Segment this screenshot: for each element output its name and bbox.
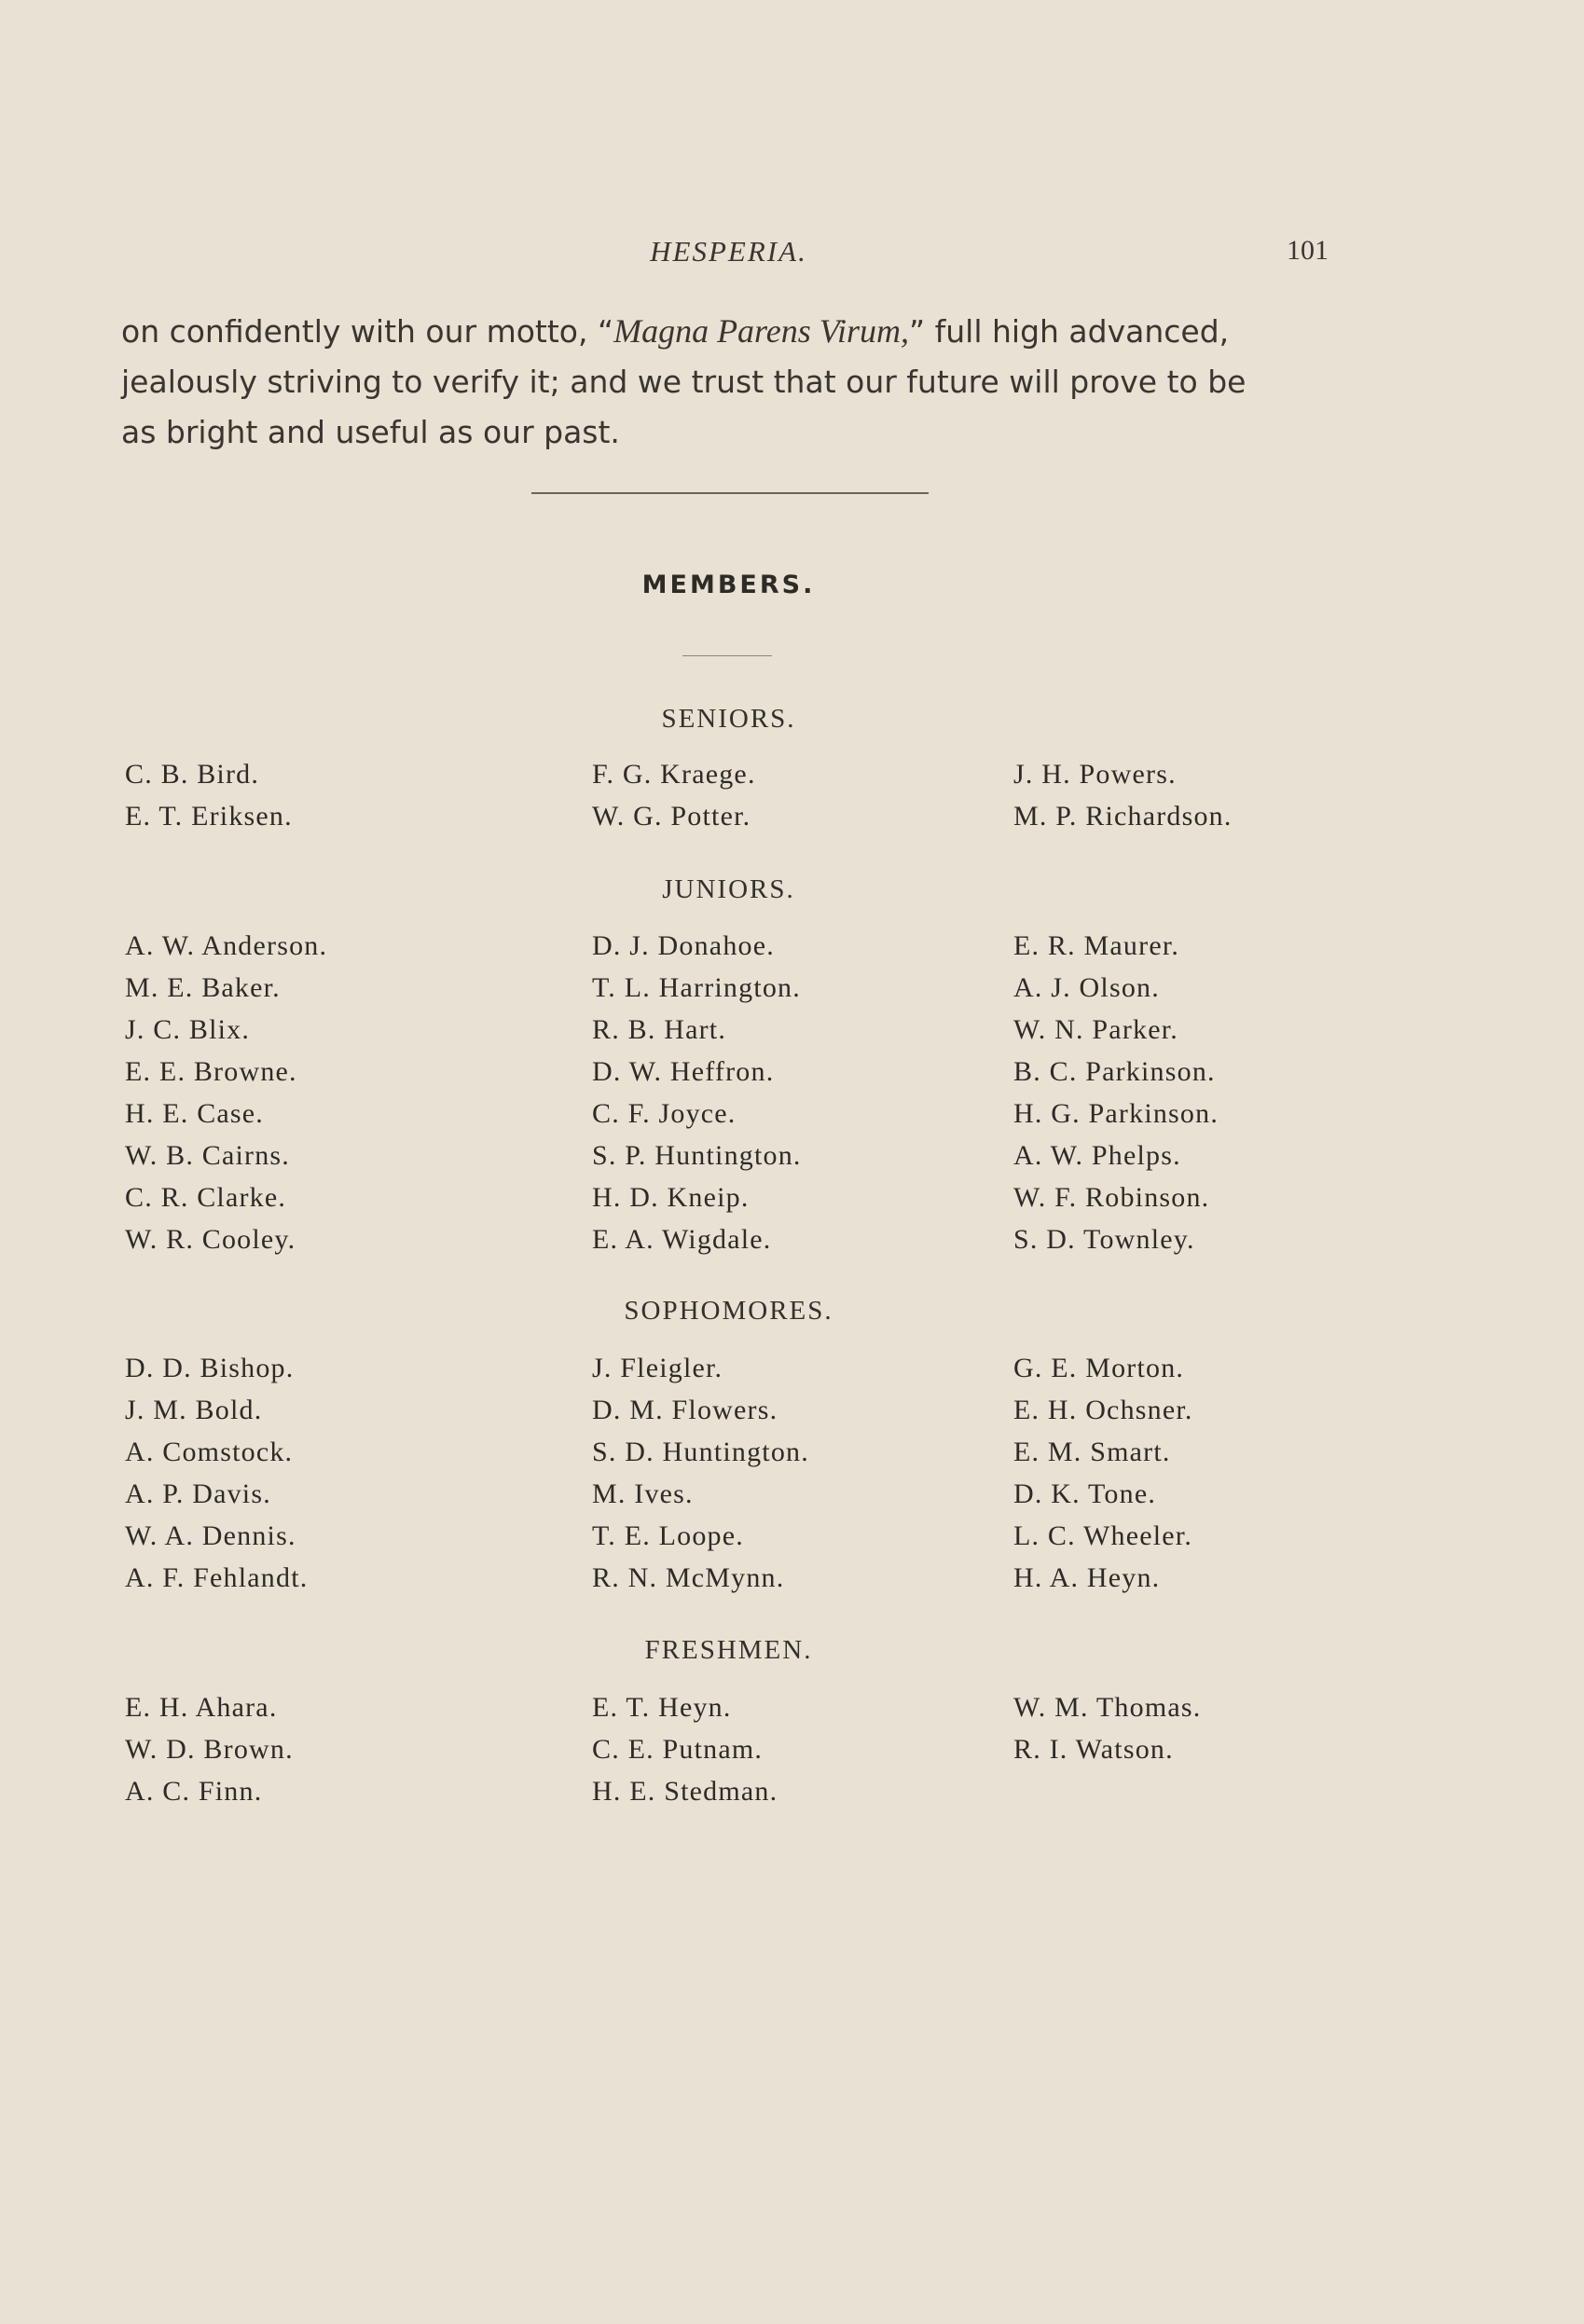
intro-paragraph	[121, 306, 1352, 458]
member-name: R. N. McMynn.	[592, 1562, 785, 1593]
member-name: M. E. Baker.	[125, 972, 281, 1003]
member-name: W. A. Dennis.	[125, 1520, 296, 1551]
member-name: T. E. Loope.	[592, 1520, 744, 1551]
member-name: E. T. Heyn.	[592, 1692, 732, 1723]
member-name: H. E. Case.	[125, 1098, 265, 1129]
member-name: R. I. Watson.	[1013, 1734, 1174, 1765]
heading-divider-rule	[682, 655, 772, 656]
member-name: A. J. Olson.	[1013, 972, 1160, 1003]
member-name: W. D. Brown.	[125, 1734, 294, 1765]
name-column-3	[1013, 925, 1219, 1260]
intro-line-1-after: ” full high advanced,	[909, 313, 1230, 350]
member-name: H. D. Kneip.	[592, 1182, 750, 1213]
member-name: W. M. Thomas.	[1013, 1692, 1202, 1723]
member-name: E. T. Eriksen.	[125, 801, 293, 832]
member-name: M. P. Richardson.	[1013, 801, 1233, 832]
member-name: D. D. Bishop.	[125, 1353, 295, 1383]
member-name: W. R. Cooley.	[125, 1224, 296, 1255]
member-name: A. P. Davis.	[125, 1478, 271, 1509]
member-name: L. C. Wheeler.	[1013, 1520, 1193, 1551]
member-name: C. E. Putnam.	[592, 1734, 764, 1765]
name-column-1	[125, 753, 293, 837]
member-name: S. P. Huntington.	[592, 1140, 802, 1171]
member-name: A. C. Finn.	[125, 1776, 263, 1807]
name-column-2	[592, 925, 802, 1260]
section-title: FRESHMEN.	[644, 1635, 813, 1665]
intro-line-2: jealously striving to verify it; and we trust that our future will prove to be	[121, 364, 1247, 400]
motto-text: Magna Parens Virum,	[613, 312, 910, 350]
intro-line-3: as bright and useful as our past.	[121, 414, 620, 450]
member-name: W. F. Robinson.	[1013, 1182, 1210, 1213]
name-column-2	[592, 1686, 778, 1812]
member-name: D. J. Donahoe.	[592, 930, 775, 961]
member-name: J. Fleigler.	[592, 1353, 723, 1383]
member-name: H. G. Parkinson.	[1013, 1098, 1219, 1129]
member-name: E. M. Smart.	[1013, 1437, 1171, 1467]
intro-line-1	[121, 306, 1352, 357]
name-column-3	[1013, 1347, 1193, 1599]
member-name: A. W. Phelps.	[1013, 1140, 1181, 1171]
member-name: J. H. Powers.	[1013, 759, 1177, 790]
member-name: G. E. Morton.	[1013, 1353, 1185, 1383]
member-name: J. M. Bold.	[125, 1395, 263, 1425]
member-name: D. W. Heffron.	[592, 1056, 775, 1087]
member-name: M. Ives.	[592, 1478, 694, 1509]
member-name: F. G. Kraege.	[592, 759, 756, 790]
intro-line-1-before: on confidently with our motto, “	[121, 313, 614, 350]
name-column-1	[125, 925, 327, 1260]
member-name: T. L. Harrington.	[592, 972, 801, 1003]
name-column-2	[592, 753, 756, 837]
member-name: R. B. Hart.	[592, 1014, 727, 1045]
member-name: S. D. Townley.	[1013, 1224, 1195, 1255]
members-heading: MEMBERS.	[641, 571, 816, 599]
member-name: D. M. Flowers.	[592, 1395, 778, 1425]
section-title: SENIORS.	[661, 704, 796, 734]
name-column-3	[1013, 753, 1233, 837]
section-title: SOPHOMORES.	[624, 1296, 833, 1326]
member-name: A. Comstock.	[125, 1437, 294, 1467]
member-name: E. H. Ahara.	[125, 1692, 278, 1723]
member-name: D. K. Tone.	[1013, 1478, 1157, 1509]
member-name: J. C. Blix.	[125, 1014, 251, 1045]
running-title: HESPERIA.	[650, 235, 807, 268]
member-name: E. H. Ochsner.	[1013, 1395, 1193, 1425]
member-name: W. N. Parker.	[1013, 1014, 1178, 1045]
member-name: E. A. Wigdale.	[592, 1224, 772, 1255]
member-name: E. R. Maurer.	[1013, 930, 1180, 961]
member-name: B. C. Parkinson.	[1013, 1056, 1216, 1087]
member-name: W. G. Potter.	[592, 801, 751, 832]
member-name: W. B. Cairns.	[125, 1140, 290, 1171]
member-name: A. W. Anderson.	[125, 930, 328, 961]
member-name: E. E. Browne.	[125, 1056, 297, 1087]
member-name: S. D. Huntington.	[592, 1437, 809, 1467]
page-number: 101	[1287, 235, 1329, 266]
name-column-1	[125, 1347, 308, 1599]
member-name: C. R. Clarke.	[125, 1182, 287, 1213]
section-title: JUNIORS.	[662, 874, 795, 904]
member-name: H. A. Heyn.	[1013, 1562, 1161, 1593]
name-column-2	[592, 1347, 809, 1599]
name-column-3	[1013, 1686, 1201, 1770]
member-name: C. B. Bird.	[125, 759, 260, 790]
member-name: H. E. Stedman.	[592, 1776, 778, 1807]
member-name: A. F. Fehlandt.	[125, 1562, 309, 1593]
name-column-1	[125, 1686, 294, 1812]
member-name: C. F. Joyce.	[592, 1098, 737, 1129]
section-divider-rule	[531, 492, 929, 494]
